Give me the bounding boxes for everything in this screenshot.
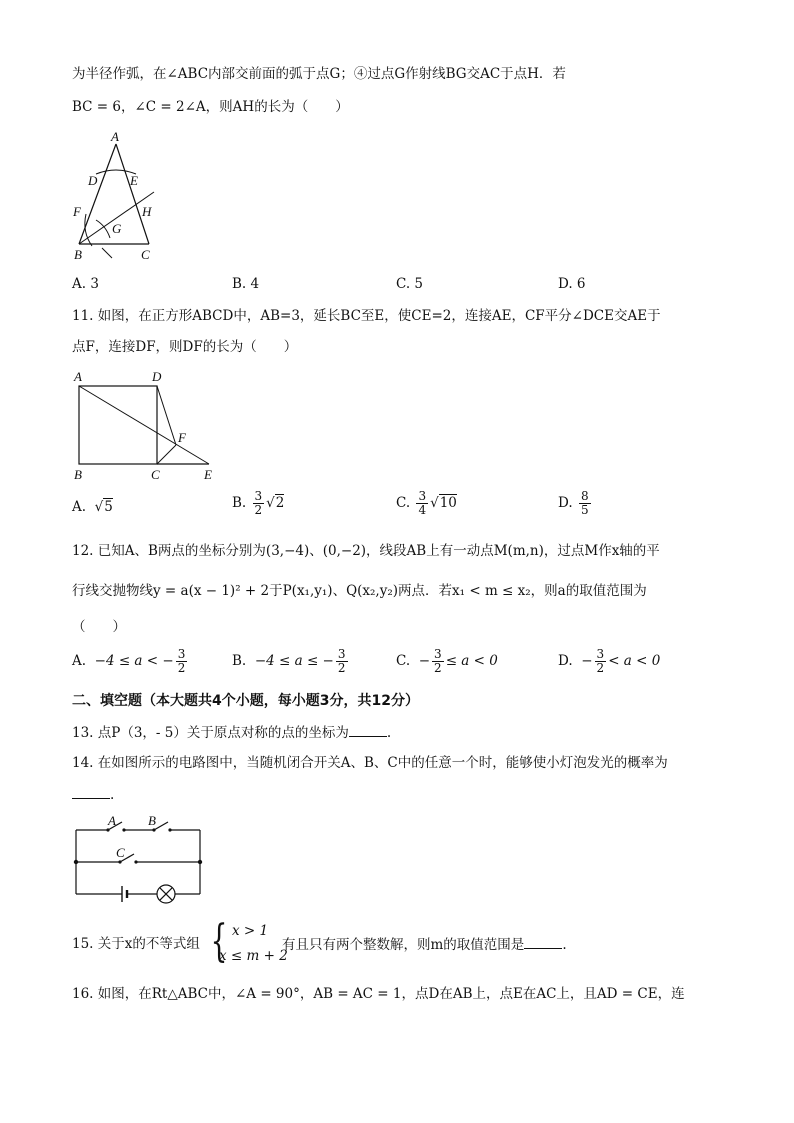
- switch-a-label: A: [108, 813, 116, 828]
- q11-option-a: A. √5: [72, 499, 113, 515]
- fig10-label-g: G: [112, 221, 122, 236]
- q11-optb-den: 2: [254, 503, 263, 517]
- switch-b-label: B: [148, 813, 156, 828]
- fig11-label-b: B: [74, 467, 82, 482]
- q12-text-line2: 行线交抛物线y = a(x − 1)² + 2于P(x₁,y₁)、Q(x₂,y₂)两点．若x₁ < m ≤ x₂，则a的取值范围为: [72, 583, 647, 599]
- q10-triangle-figure: [66, 128, 166, 262]
- fig10-label-f: F: [73, 204, 81, 219]
- q11-option-b: B. $\frac{3}{2}$ √2: [232, 489, 285, 517]
- q11-optb-num: 3: [254, 489, 263, 503]
- q12-optb-prefix: B.: [232, 653, 247, 669]
- q12-opta-num: 3: [177, 647, 186, 661]
- q12-optd-num: 3: [596, 647, 605, 661]
- q12-optc-prefix: C.: [396, 653, 411, 669]
- q11-opta-radicand: 5: [104, 499, 113, 515]
- q14-text-line2: [72, 784, 114, 805]
- q10-text-line2: BC = 6，∠C = 2∠A，则AH的长为（ ）: [72, 99, 349, 115]
- fig10-label-a: A: [111, 129, 119, 144]
- fig10-label-e: E: [130, 173, 138, 188]
- q12-opta-prefix: A.: [72, 653, 87, 669]
- q12-opta-den: 2: [177, 661, 186, 675]
- q12-optd-left: −: [581, 653, 593, 669]
- fig11-label-d: D: [152, 369, 162, 384]
- fig11-label-c: C: [151, 467, 160, 482]
- q11-optb-radicand: 2: [275, 495, 285, 511]
- q12-optc-left: −: [418, 653, 431, 669]
- q12-optc-num: 3: [434, 647, 442, 661]
- fig10-label-d: D: [88, 173, 98, 188]
- q12-option-a: [72, 648, 189, 675]
- q12-optb-num: 3: [337, 647, 346, 661]
- q12-optc-right: ≤ a < 0: [445, 653, 498, 669]
- q15-suffix-line: [282, 934, 567, 955]
- q14-end: .: [110, 787, 115, 803]
- q11-square-figure: [70, 366, 220, 484]
- fig10-label-c: C: [141, 247, 150, 262]
- q12-optb-den: 2: [337, 661, 346, 675]
- fig10-label-b: B: [74, 247, 82, 262]
- q11-text-line2: 点F，连接DF，则DF的长为（ ）: [72, 339, 298, 355]
- q12-text-line3: （ ）: [72, 619, 126, 635]
- q11-option-d: [558, 490, 593, 517]
- q15-end: .: [562, 937, 567, 953]
- q11-optb-prefix: B.: [232, 495, 247, 511]
- q11-optd-prefix: D.: [558, 495, 573, 511]
- q16-text-line1: 16. 如图，在Rt△ABC中，∠A = 90°，AB = AC = 1，点D在AB上，点E在AC上，且AD = CE，连: [72, 986, 685, 1002]
- q12-optc-den: 2: [434, 661, 442, 675]
- section-fill-in-blank-heading: 二、填空题（本大题共4个小题，每小题3分，共12分）: [72, 693, 419, 709]
- q11-text-line1: 11. 如图，在正方形ABCD中，AB=3，延长BC至E，使CE=2，连接AE，CF平分∠DCE交AE于: [72, 308, 661, 324]
- q11-optc-radicand: 10: [439, 495, 457, 511]
- q10-text-line1: 为半径作弧，在∠ABC内部交前面的弧于点G；④过点G作射线BG交AC于点H．若: [72, 66, 566, 82]
- q11-option-c: C. $\frac{3}{4}$ √10: [396, 489, 457, 517]
- q12-optd-den: 2: [596, 661, 605, 675]
- q11-optc-prefix: C.: [396, 495, 411, 511]
- q12-option-d: [558, 648, 660, 675]
- q15-ineq2: x ≤ m + 2: [219, 948, 288, 964]
- q13-body: 13. 点P（3，- 5）关于原点对称的点的坐标为: [72, 725, 349, 741]
- q12-option-c: [396, 648, 498, 675]
- q12-optd-prefix: D.: [558, 653, 573, 669]
- fig10-label-h: H: [142, 204, 152, 219]
- q10-option-d: D. 6: [558, 276, 586, 292]
- q15-suffix: 有且只有两个整数解，则m的取值范围是: [282, 937, 525, 953]
- fig11-label-a: A: [74, 369, 82, 384]
- fig11-label-e: E: [204, 467, 212, 482]
- q15-brace-icon: {: [210, 916, 228, 967]
- q13-end: .: [386, 725, 392, 741]
- q10-option-b: B. 4: [232, 276, 260, 292]
- q14-answer-blank[interactable]: [72, 784, 110, 799]
- q11-optc-den: 4: [418, 503, 427, 517]
- q12-optd-right: < a < 0: [608, 653, 661, 669]
- q11-opta-prefix: A.: [72, 499, 87, 515]
- q12-opta-left: −4 ≤ a < −: [94, 653, 174, 669]
- q12-optb-left: −4 ≤ a ≤ −: [254, 653, 334, 669]
- q15-prefix: 15. 关于x的不等式组: [72, 936, 200, 952]
- fig11-label-f: F: [178, 430, 186, 445]
- q14-circuit-diagram: [70, 812, 210, 906]
- q12-text-line1: 12. 已知A、B两点的坐标分别为(3,−4)、(0,−2)，线段AB上有一动点M(m,n)，过点M作x轴的平: [72, 543, 660, 559]
- q11-optd-den: 5: [580, 503, 589, 517]
- switch-c-label: C: [116, 845, 125, 860]
- q10-option-c: C. 5: [396, 276, 424, 292]
- q15-answer-blank[interactable]: [524, 934, 562, 949]
- q11-optc-num: 3: [418, 489, 427, 503]
- q12-option-b: [232, 648, 350, 675]
- q14-text-line1: 14. 在如图所示的电路图中，当随机闭合开关A、B、C中的任意一个时，能够使小灯泡发光的概率为: [72, 755, 668, 771]
- q15-ineq1: x > 1: [232, 923, 269, 939]
- q13-text: [72, 722, 391, 743]
- q11-optd-num: 8: [580, 489, 589, 503]
- q13-answer-blank[interactable]: [349, 722, 387, 737]
- q10-option-a: A. 3: [72, 276, 99, 292]
